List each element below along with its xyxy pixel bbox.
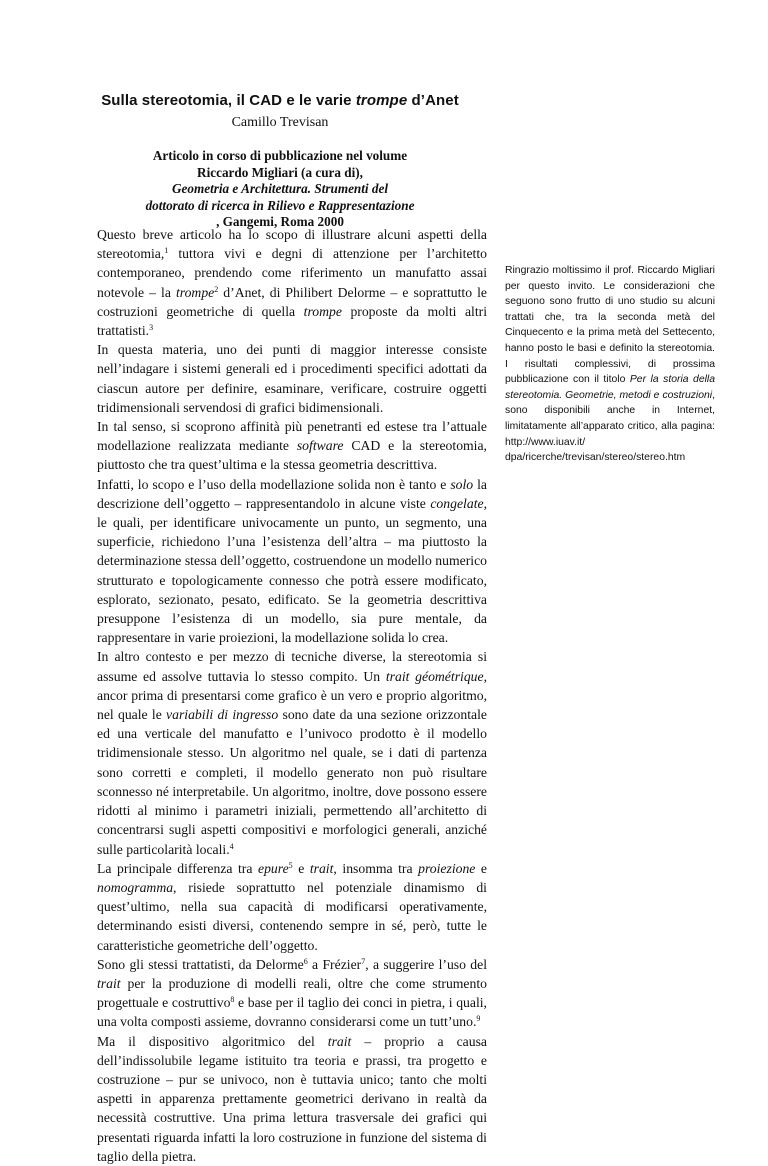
- title-emphasis: trompe: [355, 92, 408, 109]
- footnote-text: , sono disponibili anche in Internet, limitatamente all’apparato critico, alla pagina: http://www.iuav.it/: [505, 389, 715, 448]
- footnote-ref: 1: [164, 246, 169, 256]
- main-text-column: [97, 225, 487, 1166]
- paragraph: [97, 475, 487, 648]
- italic-run: congelate: [430, 495, 484, 511]
- text-run: a Frézier: [307, 956, 362, 972]
- text-run: d’Anet, di Philibert Delorme – e soprattutto le costruzioni geometriche di quella: [97, 284, 487, 319]
- title-text: Sulla stereotomia, il CAD e le varie: [101, 92, 356, 109]
- paragraph: [97, 225, 487, 340]
- text-run: , ancor prima di presentarsi come grafico è un vero e proprio algoritmo, nel quale le: [97, 668, 488, 723]
- text-run: Sono gli stessi trattatisti, da Delorme: [97, 956, 304, 972]
- publication-line-2: [40, 165, 520, 198]
- text-run: CAD e la stereotomia, piuttosto che tra quest’ultima e la stessa geometria descrittiva.: [97, 438, 487, 473]
- italic-run: variabili di ingresso: [166, 707, 279, 723]
- footnote-ref: 6: [303, 956, 308, 966]
- text-run: per la produzione di modelli reali, oltre che come strumento progettuale e costruttivo: [97, 975, 487, 1011]
- paragraph: [97, 1032, 487, 1166]
- italic-run: trompe: [303, 303, 342, 319]
- italic-run: proiezione: [418, 860, 476, 876]
- text-run: La principale differenza tra: [97, 860, 258, 876]
- publication-note: [40, 148, 520, 231]
- italic-run: solo: [450, 476, 474, 492]
- text-run: sono date da una sezione orizzontale ed una verticale del manufatto e l’univoco prodotto è il modello tridimensionale stesso. Un algoritmo nel quale, se i dati di partenza sono corretti e completi, il modello generato non può risultare sconnesso né interpretabile. Un algoritmo, inoltre, dove possono essere ridotti al minimo i parametri iniziali, permettendo all’architetto di concentrarsi sugli aspetti compositivi e morfologici generali, anziché sulle particolarità locali.: [97, 707, 487, 857]
- footnote-ref: 7: [361, 956, 366, 966]
- text-run: Ma il dispositivo algoritmico del: [97, 1033, 328, 1049]
- footnote-text: Ringrazio moltissimo il prof. Riccardo Migliari per questo invito. Le considerazioni che seguono sono frutto di uno studio su alcuni trattati che, tra la seconda metà del Cinquecento e la prima metà del Settecento, hanno posto le basi e definito la stereotomia. I risultati complessivi, di prossima pubblicazione con il titolo: [505, 265, 715, 386]
- paragraph: In questa materia, uno dei punti di maggior interesse consiste nell’indagare i sistemi generali ed i procedimenti specifici adottati da ciascun autore per definire, esaminare, verificare, costruire oggetti tridimensionali servendosi di grafici bidimensionali.: [97, 342, 487, 415]
- text-run: – proprio a causa dell’indissolubile legame istituito tra teoria e prassi, tra progetto e costruzione – pur se univoco, non è tuttavia unico; tanto che molti aspetti in apparenza prettamente geometrici derivano in realtà da necessità costruttive. Una prima lettura trasversale dei grafici qui presentati riguarda infatti la loro costruzione in funzione del sistema di taglio della pietra.: [97, 1033, 487, 1164]
- paragraph: [97, 859, 487, 955]
- italic-run: nomogramma: [97, 879, 174, 895]
- footnote-ref: 2: [214, 284, 219, 294]
- footnote-ref: 8: [230, 995, 235, 1005]
- text-run: e base per il taglio dei conci in pietra, i quali, una volta composti assieme, dovranno considerarsi come un tutt’uno.: [97, 995, 487, 1030]
- text-run: proposte da molti altri trattatisti.: [97, 303, 487, 339]
- paragraph: [97, 417, 487, 475]
- text-run: In tal senso, si scoprono affinità più penetranti ed estese tra l’attuale modellazione realizzata mediante: [97, 419, 487, 454]
- article-title: [0, 92, 560, 109]
- text-run: tuttora vivi e degni di attenzione per l’architetto contemporaneo, prendendo come riferimento un manufatto assai notevole – la: [97, 246, 487, 300]
- sidebar-footnote: [505, 263, 715, 466]
- footnote-ref: 3: [149, 323, 154, 333]
- text-run: In altro contesto e per mezzo di tecniche diverse, la stereotomia si assume ed assolve tuttavia lo stesso compito. Un: [97, 649, 487, 684]
- paragraph: [97, 955, 487, 1032]
- text-run: Infatti, lo scopo e l’uso della modellazione solida non è tanto e: [97, 476, 451, 492]
- text-run: Questo breve articolo ha lo scopo di illustrare alcuni aspetti della stereotomia,: [97, 227, 487, 262]
- italic-run: trait: [327, 1033, 352, 1049]
- text-run: , a suggerire l’uso del: [365, 956, 487, 972]
- text-run: , le quali, per identificare univocamente un punto, un segmento, una superficie, richiedono l’una l’esistenza dell’altra – ma piuttosto la determinazione stessa dell’oggetto, costruendone un modello numerico strutturato e topologicamente connesso che potrà essere modificato, esplorato, sezionato, pesato, edificato. Se la geometria descrittiva presuppone l’esistenza di un modello, sia pure mentale, da rappresentare in varie proiezioni, la modellazione solida lo crea.: [97, 495, 487, 646]
- publication-book-title-cont: dottorato di ricerca in Rilievo e Rappresentazione: [145, 197, 415, 213]
- italic-run: epure: [258, 860, 289, 876]
- publication-book-title: Geometria e Architettura. Strumenti del: [171, 181, 389, 196]
- text-run: la descrizione dell’oggetto – rappresentandolo in alcune viste: [97, 476, 487, 511]
- publication-editor: Riccardo Migliari (a cura di),: [197, 164, 363, 180]
- italic-run: trait: [97, 975, 121, 991]
- italic-run: trait: [309, 860, 334, 876]
- footnote-ref: 5: [288, 860, 293, 870]
- footnote-ref: 9: [476, 1014, 481, 1024]
- author-name: Camillo Trevisan: [231, 115, 329, 130]
- text-run: , risiede soprattutto nel potenziale dinamismo di quest’ultimo, nella sua capacità di modificarsi operativamente, determinando esisti diversi, contenendo sempre in sé, però, tutte le caratteristiche geometriche dell’oggetto.: [97, 879, 487, 953]
- footnote-italic: Per la storia della stereotomia. Geometrie, metodi e costruzioni: [505, 374, 715, 401]
- text-run: e: [292, 860, 310, 876]
- footnote-url: dpa/ricerche/trevisan/stereo/stereo.htm: [505, 452, 686, 464]
- text-run: e: [475, 860, 488, 876]
- italic-run: trompe: [175, 284, 215, 300]
- text-run: , insomma tra: [333, 860, 419, 876]
- footnote-ref: 4: [229, 841, 234, 851]
- title-text-end: d’Anet: [407, 92, 459, 109]
- italic-run: software: [296, 438, 344, 454]
- publication-publisher: , Gangemi, Roma 2000: [216, 214, 344, 229]
- publication-line-1: Articolo in corso di pubblicazione nel volume: [152, 148, 408, 163]
- paragraph: [97, 647, 487, 858]
- italic-run: trait géométrique: [385, 668, 484, 684]
